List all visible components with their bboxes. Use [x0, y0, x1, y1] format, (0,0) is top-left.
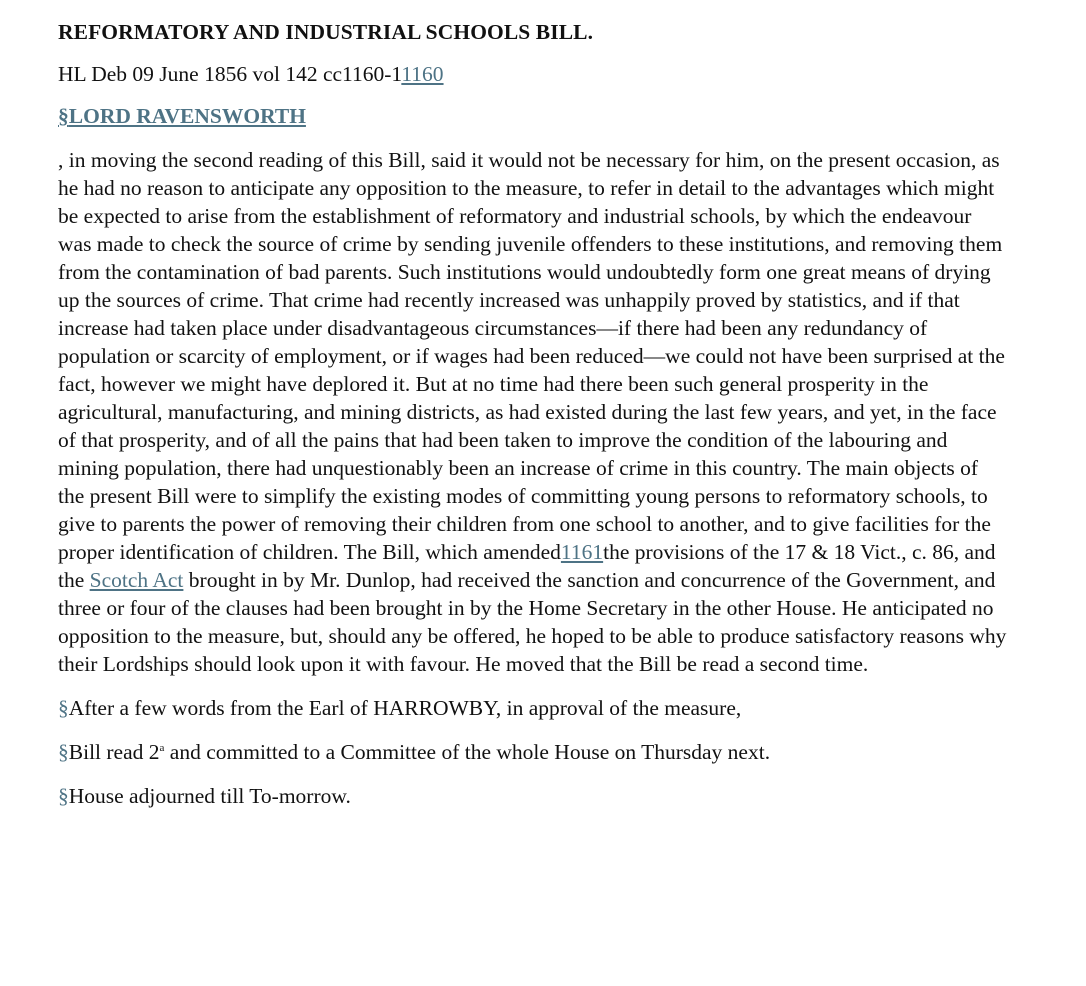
- section-mark: §: [58, 784, 69, 808]
- adjourned-paragraph: [58, 782, 1008, 810]
- superscript: a: [159, 741, 165, 754]
- speaker-heading: [58, 102, 1008, 130]
- scotch-act-link[interactable]: Scotch Act: [89, 568, 184, 592]
- section-mark: §: [58, 696, 69, 720]
- section-mark: §: [58, 740, 69, 764]
- speaker-name: LORD RAVENSWORTH: [68, 104, 306, 128]
- harrowby-paragraph: [58, 694, 1008, 722]
- adjourned-text: House adjourned till To-morrow.: [68, 784, 351, 808]
- speech-text-part3: brought in by Mr. Dunlop, had received the sanction and concurrence of the Government, and three or four of the clauses had been brought in by the Home Secretary in the other House. He anticipated no opposition to the measure, but, should any be offered, he hoped to be able to produce satisfactory reasons why their Lordships should look upon it with favour. He moved that the Bill be read a second time.: [58, 568, 1007, 676]
- citation-text: HL Deb 09 June 1856 vol 142 cc1160-1: [58, 62, 402, 86]
- speech-paragraph: [58, 146, 1008, 678]
- section-mark: §: [58, 104, 69, 128]
- bill-read-paragraph: [58, 738, 1008, 766]
- page-title: REFORMATORY AND INDUSTRIAL SCHOOLS BILL.: [58, 20, 594, 44]
- column-link-1160[interactable]: 1160: [401, 62, 444, 86]
- bill-read-text-after: and committed to a Committee of the whole House on Thursday next.: [164, 740, 771, 764]
- bill-read-text: Bill read 2: [68, 740, 160, 764]
- speaker-link[interactable]: [58, 104, 306, 128]
- citation: [58, 60, 1008, 88]
- speech-text-part1: , in moving the second reading of this Bill, said it would not be necessary for him, on the present occasion, as he had no reason to anticipate any opposition to the measure, to refer in detail to the advantages which might be expected to arise from the establishment of reformatory and industrial schools, by which the endeavour was made to check the source of crime by sending juvenile offenders to these institutions, and removing them from the contamination of bad parents. Such institutions would undoubtedly form one great means of drying up the sources of crime. That crime had recently increased was unhappily proved by statistics, and if that increase had taken place under disadvantageous circumstances—if there had been any redundancy of population or scarcity of employment, or if wages had been reduced—we could not have been surprised at the fact, however we might have deplored it. But at no time had there been such general prosperity in the agricultural, manufacturing, and mining districts, as had existed during the last few years, and yet, in the face of that prosperity, and of all the pains that had been taken to improve the condition of the labouring and mining population, there had unquestionably been an increase of crime in this country. The main objects of the present Bill were to simplify the existing modes of committing young persons to reformatory schools, to give to parents the power of removing their children from one school to another, and to give facilities for the proper identification of children. The Bill, which amended: [58, 148, 1005, 564]
- harrowby-text: After a few words from the Earl of HARROWBY, in approval of the measure,: [68, 696, 742, 720]
- speech-text-part2: the provisions of the 17 & 18 Vict., c. 86, and the: [58, 540, 996, 592]
- column-link-1161[interactable]: 1161: [560, 540, 604, 564]
